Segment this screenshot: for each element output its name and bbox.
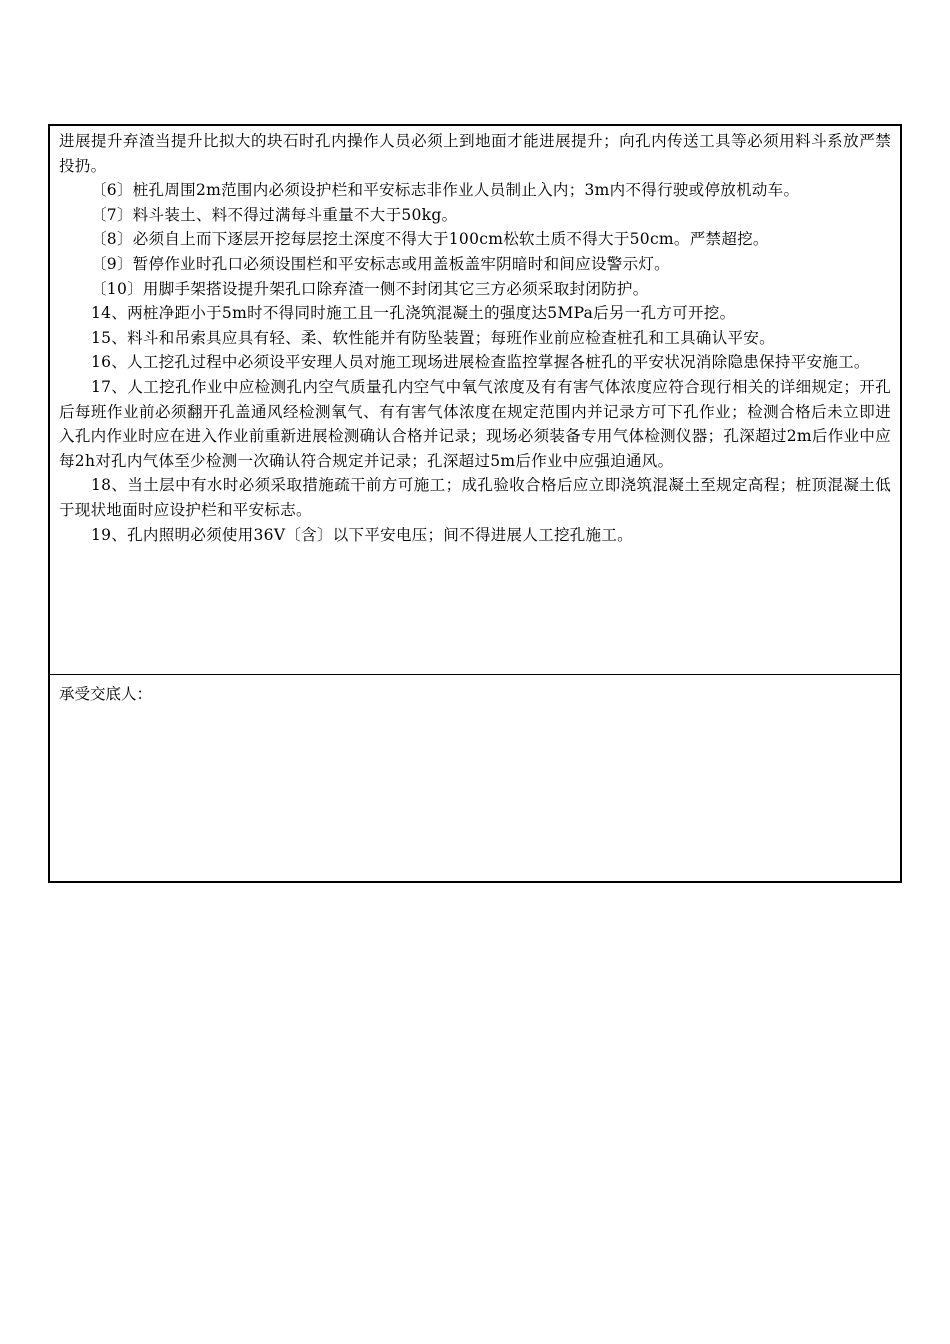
disclosure-form-table [48,124,902,883]
paragraph-item-6: 〔6〕桩孔周围2m范围内必须设护栏和平安标志非作业人员制止入内；3m内不得行驶或停放机动车。 [91,181,800,200]
paragraph-item-7: 〔7〕料斗装土、料不得过满每斗重量不大于50kg。 [91,205,458,224]
receiver-label: 承受交底人： [59,685,153,703]
paragraph-item-8: 〔8〕必须自上而下逐层开挖每层挖土深度不得大于100cm松软土质不得大于50cm。严禁超挖。 [91,230,769,249]
paragraph-rule-18: 18、当土层中有水时必须采取措施疏干前方可施工；成孔验收合格后应立即浇筑混凝土至规定高程；桩顶混凝土低于现状地面时应设护栏和平安标志。 [59,476,891,519]
paragraph-item-9: 〔9〕暂停作业时孔口必须设围栏和平安标志或用盖板盖牢阴暗时和间应设警示灯。 [91,254,670,273]
receiver-signature-cell [50,676,900,881]
paragraph-rule-15: 15、料斗和吊索具应具有轻、柔、软性能并有防坠装置；每班作业前应检查桩孔和工具确认平安。 [91,328,775,347]
paragraph-rule-16: 16、人工挖孔过程中必须设平安理人员对施工现场进展检查监控掌握各桩孔的平安状况消除隐患保持平安施工。 [91,353,870,372]
paragraph-rule-19: 19、孔内照明必须使用36V〔含〕以下平安电压；间不得进展人工挖孔施工。 [91,525,633,544]
safety-content-cell [50,126,900,674]
paragraph-continuation: 进展提升弃渣当提升比拟大的块石时孔内操作人员必须上到地面才能进展提升；向孔内传送工具等必须用料斗系放严禁投扔。 [59,132,891,175]
table-row-divider [50,674,900,675]
paragraph-rule-17: 17、人工挖孔作业中应检测孔内空气质量孔内空气中氧气浓度及有有害气体浓度应符合现行相关的详细规定；开孔后每班作业前必须翻开孔盖通风经检测氧气、有有害气体浓度在规定范围内并记录方可下孔作业；检测合格后未立即进入孔内作业时应在进入作业前重新进展检测确认合格并记录；现场必须装备专用气体检测仪器；孔深超过2m后作业中应每2h对孔内气体至少检测一次确认符合规定并记录；孔深超过5m后作业中应强迫通风。 [59,377,891,470]
paragraph-rule-14: 14、两桩净距小于5m时不得同时施工且一孔浇筑混凝土的强度达5MPa后另一孔方可开挖。 [91,304,736,323]
paragraph-item-10: 〔10〕用脚手架搭设提升架孔口除弃渣一侧不封闭其它三方必须采取封闭防护。 [91,279,649,298]
